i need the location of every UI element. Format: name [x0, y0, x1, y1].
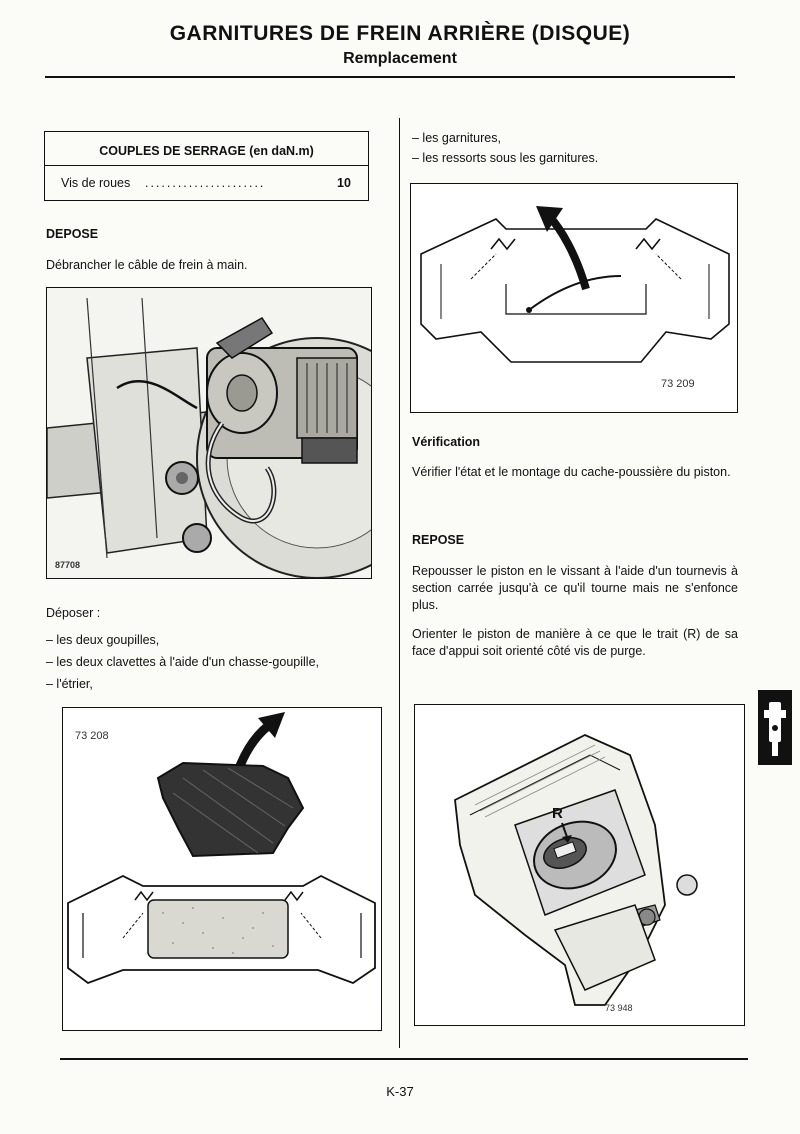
figure-piston-orientation: [414, 704, 745, 1026]
right-item-2: – les ressorts sous les garnitures.: [412, 151, 599, 165]
repose-paragraph-1: Repousser le piston en le vissant à l'aide d'un tournevis à section carrée jusqu'à ce qu'il tourne mais ne s'enfonce plus.: [412, 564, 738, 612]
figure-caliper-removal: [62, 707, 382, 1031]
piston-marker-r: R: [552, 805, 563, 822]
figure-caliper-removal-label: 73 208: [75, 730, 109, 742]
torque-row-label: Vis de roues: [61, 176, 131, 190]
header-rule: [45, 76, 735, 78]
column-divider: [399, 118, 400, 1048]
torque-row-dots: ......................: [145, 176, 266, 190]
verification-heading: Vérification: [412, 435, 481, 449]
torque-divider: [45, 165, 368, 166]
figure-caliper-assembly: [46, 287, 372, 579]
depose-heading: DEPOSE: [46, 227, 99, 241]
figure-piston-label: 73 948: [605, 1003, 633, 1013]
caliper-assembly-drawing: [47, 288, 371, 578]
figure-pads-springs: [410, 183, 738, 413]
deposer-item-2: – les deux clavettes à l'aide d'un chasse-goupille,: [46, 655, 319, 669]
repose-heading: REPOSE: [412, 533, 465, 547]
right-item-1: – les garnitures,: [412, 131, 501, 145]
deposer-item-1: – les deux goupilles,: [46, 633, 160, 647]
section-tab: [758, 690, 792, 765]
page-subtitle: Remplacement: [343, 50, 457, 67]
page-title: GARNITURES DE FREIN ARRIÈRE (DISQUE): [169, 22, 631, 45]
torque-row-value: 10: [337, 176, 351, 190]
caliper-removal-drawing: [63, 708, 381, 1030]
figure-caliper-label: 87708: [55, 560, 81, 570]
torque-heading: COUPLES DE SERRAGE (en daN.m): [99, 144, 314, 158]
page-number: K-37: [386, 1084, 414, 1099]
deposer-item-3: – l'étrier,: [46, 677, 93, 691]
repose-paragraph-2: Orienter le piston de manière à ce que le trait (R) de sa face d'appui soit orienté côté vis de purge.: [412, 627, 738, 658]
deposer-intro: Déposer :: [46, 606, 101, 620]
depose-text: Débrancher le câble de frein à main.: [46, 258, 248, 272]
piston-orientation-drawing: [415, 705, 744, 1025]
figure-pads-springs-label: 73 209: [661, 378, 695, 390]
footer-rule: [60, 1058, 748, 1060]
brake-wrench-icon: [758, 690, 792, 765]
verification-text: Vérifier l'état et le montage du cache-poussière du piston.: [412, 465, 731, 479]
torque-box: [44, 131, 369, 201]
